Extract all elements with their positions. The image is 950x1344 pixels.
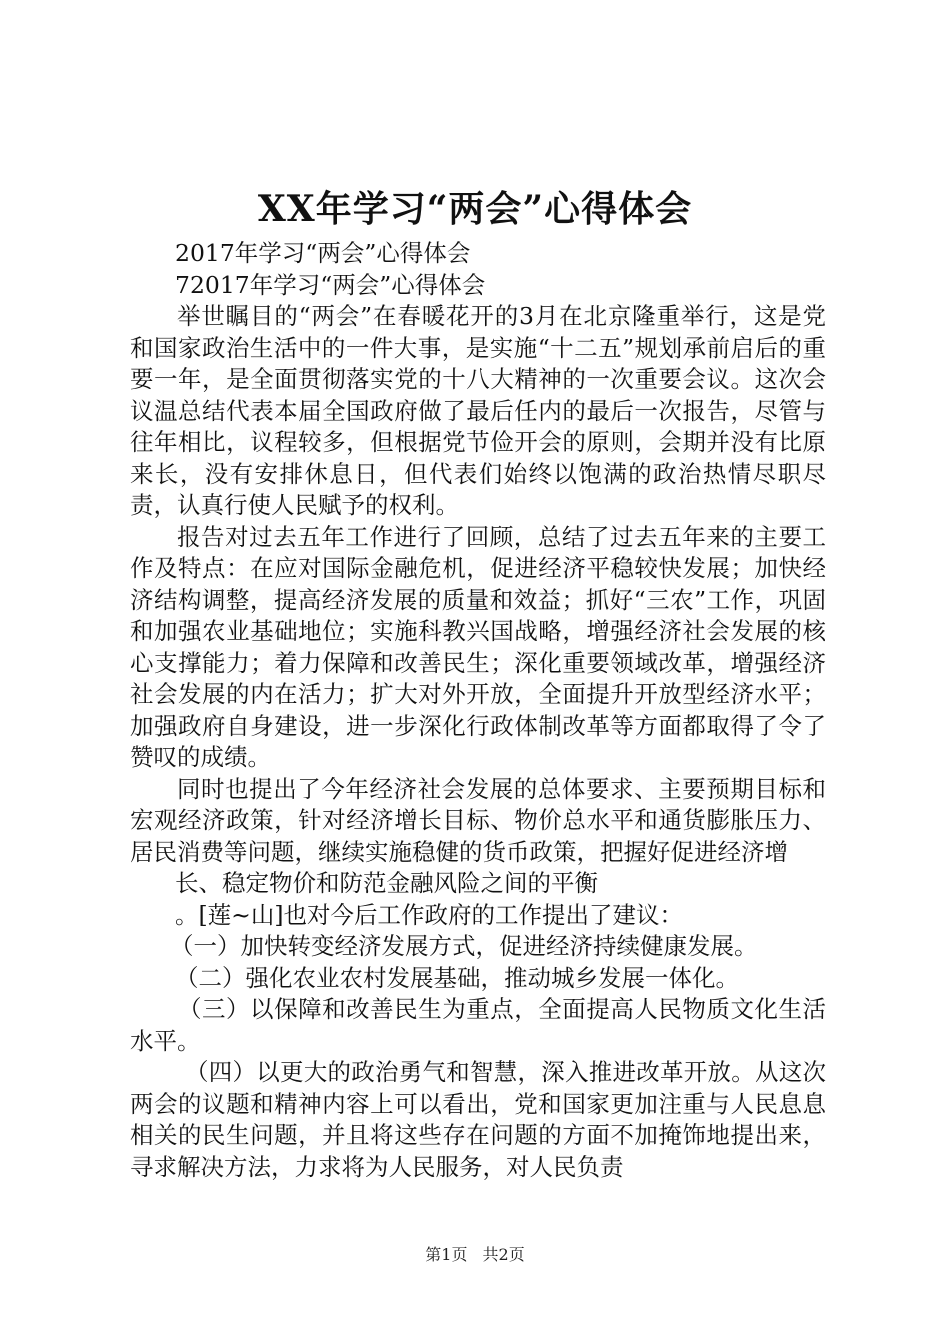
body-line: 长、稳定物价和防范金融风险之间的平衡 <box>175 869 598 897</box>
list-item: （三）以保障和改善民生为重点，全面提高人民物质文化生活水平。 <box>130 995 826 1055</box>
list-item: （一）加快转变经济发展方式，促进经济持续健康发展。 <box>170 932 758 960</box>
body-paragraph: 报告对过去五年工作进行了回顾，总结了过去五年来的主要工作及特点：在应对国际金融危机，促进经济平稳较快发展；加快经济结构调整，提高经济发展的质量和效益；抓好“三农”工作，巩固和加强农业基础地位；实施科教兴国战略，增强经济社会发展的核心支撑能力；着力保障和改善民生；深化重要领域改革，增强经济社会发展的内在活力；扩大对外开放，全面提升开放型经济水平；加强政府自身建设，进一步深化行政体制改革等方面都取得了令了赞叹的成绩。 <box>130 522 826 771</box>
subtitle-line: 72017年学习“两会”心得体会 <box>175 270 486 299</box>
body-paragraph: 同时也提出了今年经济社会发展的总体要求、主要预期目标和宏观经济政策，针对经济增长目标、物价总水平和通货膨胀压力、居民消费等问题，继续实施稳健的货币政策，把握好促进经济增 <box>130 774 826 866</box>
page-total: 共2页 <box>482 1245 525 1264</box>
body-paragraph: 举世瞩目的“两会”在春暖花开的3月在北京隆重举行，这是党和国家政治生活中的一件大事，是实施“十二五”规划承前启后的重要一年，是全面贯彻落实党的十八大精神的一次重要会议。这次会议温总结代表本届全国政府做了最后任内的最后一次报告，尽管与往年相比，议程较多，但根据党节俭开会的原则，会期并没有比原来长，没有安排休息日，但代表们始终以饱满的政治热情尽职尽责，认真行使人民赋予的权利。 <box>130 302 826 519</box>
subtitle-line: 2017年学习“两会”心得体会 <box>175 239 471 267</box>
page-number: 第1页 <box>425 1245 468 1264</box>
page-footer <box>0 1244 950 1266</box>
document-body <box>130 238 826 1183</box>
list-item: （二）强化农业农村发展基础，推动城乡发展一体化。 <box>175 963 739 992</box>
list-item: （四）以更大的政治勇气和智慧，深入推进改革开放。从这次两会的议题和精神内容上可以看出，党和国家更加注重与人民息息相关的民生问题，并且将这些存在问题的方面不加掩饰地提出来，寻求解决方法，力求将为人民服务，对人民负责 <box>130 1058 826 1181</box>
body-line: 。[莲~山]也对今后工作政府的工作提出了建议： <box>175 900 684 929</box>
document-title: XX年学习“两会”心得体会 <box>257 188 693 230</box>
